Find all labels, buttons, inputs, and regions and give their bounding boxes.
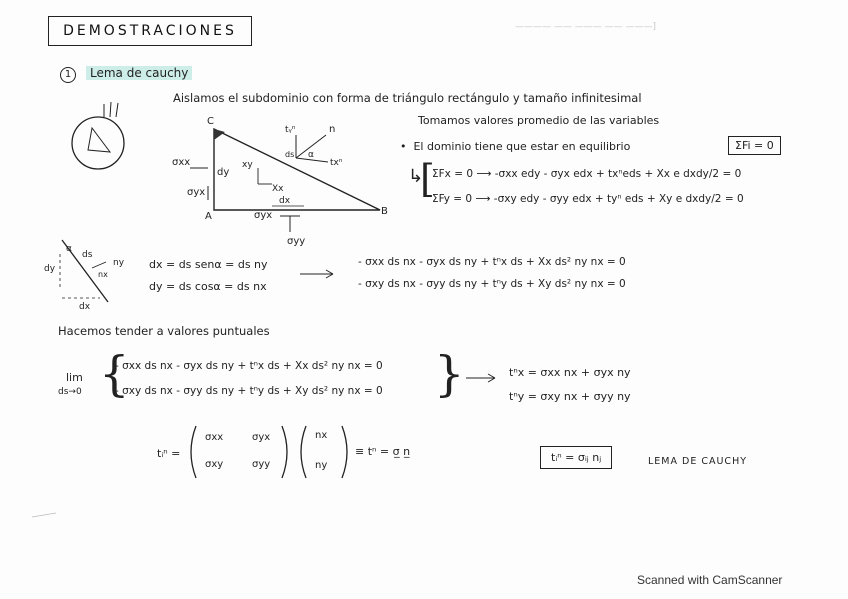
label-ds: ds bbox=[285, 150, 295, 159]
scanner-watermark: Scanned with CamScanner bbox=[637, 573, 783, 587]
matrix-m11: σxx bbox=[205, 432, 224, 443]
label-xy: xy bbox=[242, 160, 253, 170]
hook-arrow: ↳ bbox=[408, 166, 424, 187]
limit-eq1: - σxx ds nx - σyx ds ny + tⁿx ds + Xx ds² ny nx = 0 bbox=[115, 360, 383, 372]
matrix-rhs: ≡ tⁿ = σ̲ n̲ bbox=[355, 445, 411, 458]
matrix-m22: σyy bbox=[252, 459, 271, 470]
label-xx: Xx bbox=[272, 184, 284, 194]
equilibrium-box: ΣFi = 0 bbox=[728, 136, 781, 155]
lim-label: lim bbox=[66, 371, 83, 384]
small-label-ny: ny bbox=[113, 258, 125, 268]
cauchy-label: LEMA DE CAUCHY bbox=[648, 456, 748, 467]
matrix-lparen bbox=[191, 426, 196, 478]
label-dx: dx bbox=[279, 196, 291, 206]
label-a: A bbox=[205, 211, 212, 222]
force-arrow-2 bbox=[110, 102, 111, 117]
label-n: n bbox=[329, 124, 336, 135]
matrix-rparen bbox=[282, 426, 287, 478]
limit-right-brace: } bbox=[434, 346, 465, 402]
relation-eq1: - σxx ds nx - σyx ds ny + tⁿx ds + Xx ds² ny nx = 0 bbox=[358, 256, 626, 268]
label-b: B bbox=[381, 206, 388, 217]
label-alpha: α bbox=[308, 150, 314, 160]
limit-result-2: tⁿy = σxy nx + σyy ny bbox=[509, 390, 631, 403]
matrix-lhs: tᵢⁿ = bbox=[157, 447, 181, 460]
limit-eq2: - σxy ds nx - σyy ds ny + tⁿy ds + Xy ds² ny nx = 0 bbox=[115, 385, 383, 397]
corner-mark bbox=[214, 129, 225, 140]
label-sxx: σxx bbox=[172, 157, 191, 168]
limit-heading: Hacemos tender a valores puntuales bbox=[58, 324, 270, 338]
relation-dy: dy = ds cosα = ds nx bbox=[149, 280, 267, 293]
label-syx-bottom: σyx bbox=[254, 210, 273, 221]
intro-line-2: Tomamos valores promedio de las variables bbox=[418, 114, 660, 127]
small-label-alpha: α bbox=[66, 244, 72, 254]
matrix-m12: σyx bbox=[252, 432, 271, 443]
bullet-line: • El dominio tiene que estar en equilibrio bbox=[400, 140, 631, 153]
main-triangle bbox=[214, 129, 380, 210]
cauchy-boxed: tᵢⁿ = σᵢⱼ nⱼ bbox=[540, 446, 612, 469]
vector-lparen bbox=[301, 426, 306, 478]
label-dy: dy bbox=[217, 167, 230, 178]
intro-line-1: Aislamos el subdominio con forma de triángulo rectángulo y tamaño infinitesimal bbox=[173, 91, 642, 105]
label-txn: txⁿ bbox=[330, 158, 343, 168]
small-label-nx: nx bbox=[98, 270, 108, 279]
inner-triangle bbox=[88, 128, 110, 152]
ds-to-zero: ds→0 bbox=[58, 387, 82, 397]
faint-bleed-text: ———— —— ——— —— ———] bbox=[515, 22, 656, 32]
small-n-arrow bbox=[92, 262, 106, 268]
faint-mark bbox=[32, 513, 56, 517]
section-title: Lema de cauchy bbox=[86, 66, 192, 80]
label-syx-left: σyx bbox=[187, 187, 206, 198]
label-c: C bbox=[207, 116, 214, 127]
sum-fy: ΣFy = 0 ⟶ -σxy edy - σyy edx + tyⁿ eds + Xy e dxdy/2 = 0 bbox=[432, 193, 744, 205]
sum-brace: [ bbox=[420, 157, 435, 201]
bullet-dot: • bbox=[400, 140, 414, 153]
vector-rparen bbox=[342, 426, 347, 478]
body-circle bbox=[72, 117, 124, 169]
small-label-dy: dy bbox=[44, 264, 56, 274]
small-label-dx: dx bbox=[79, 302, 91, 312]
page-title: DEMOSTRACIONES bbox=[48, 16, 252, 46]
limit-left-brace: { bbox=[99, 346, 130, 402]
label-tn: tᵧⁿ bbox=[285, 125, 296, 135]
relation-dx: dx = ds senα = ds ny bbox=[149, 258, 268, 271]
relation-eq2: - σxy ds nx - σyy ds ny + tⁿy ds + Xy ds² ny nx = 0 bbox=[358, 278, 626, 290]
limit-result-1: tⁿx = σxx nx + σyx ny bbox=[509, 366, 631, 379]
matrix-m21: σxy bbox=[205, 459, 224, 470]
vector-v1: nx bbox=[315, 430, 328, 441]
sum-fx: ΣFx = 0 ⟶ -σxx edy - σyx edx + txⁿeds + Xx e dxdy/2 = 0 bbox=[432, 168, 742, 180]
section-number: 1 bbox=[60, 66, 76, 83]
force-arrow-3 bbox=[116, 103, 118, 117]
label-syy: σyy bbox=[287, 236, 306, 247]
small-label-ds: ds bbox=[82, 250, 93, 260]
vector-v2: ny bbox=[315, 460, 328, 471]
